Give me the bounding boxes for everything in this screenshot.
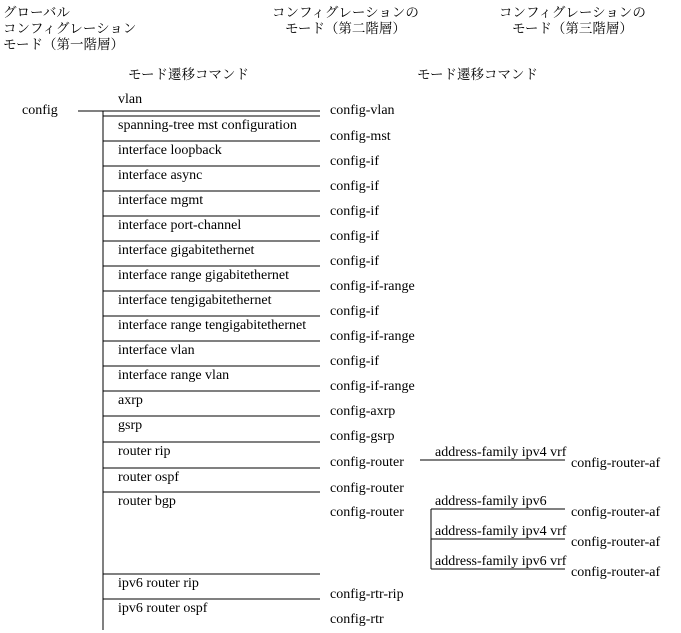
mode-name: config-axrp	[330, 404, 396, 419]
mode-command: interface loopback	[118, 143, 222, 158]
mode-command: interface tengigabitethernet	[118, 293, 272, 308]
sub-mode-command: address-family ipv6	[435, 494, 547, 509]
header-layer3-line2: モード（第三階層）	[511, 21, 633, 37]
mode-command: interface range vlan	[118, 368, 230, 383]
mode-name: config-if-range	[330, 329, 415, 344]
mode-command: axrp	[118, 393, 143, 408]
mode-command: interface gigabitethernet	[118, 243, 255, 258]
header-layer2-line2: モード（第二階層）	[284, 21, 406, 37]
mode-name: config-if-range	[330, 379, 415, 394]
mode-command: spanning-tree mst configuration	[118, 118, 297, 133]
mode-command: gsrp	[118, 418, 143, 433]
header-layer2-line1: コンフィグレーションの	[272, 5, 419, 21]
mode-name: config-if	[330, 254, 379, 269]
mode-name: config-router	[330, 455, 404, 470]
mode-command: vlan	[118, 92, 143, 107]
mode-command: interface range tengigabitethernet	[118, 318, 307, 333]
header-layer1-line3: モード（第一階層）	[3, 37, 124, 53]
mode-command: router ospf	[118, 470, 180, 485]
sub-mode-name: config-router-af	[571, 456, 661, 471]
sub-mode-name: config-router-af	[571, 535, 661, 550]
mode-name: config-vlan	[330, 103, 395, 118]
header-layer3-line1: コンフィグレーションの	[499, 5, 646, 21]
mode-name: config-if	[330, 229, 379, 244]
mode-name: config-rtr-rip	[330, 587, 404, 602]
mode-command: ipv6 router rip	[118, 576, 199, 591]
mode-command: ipv6 router ospf	[118, 601, 208, 616]
mode-command: router rip	[118, 444, 171, 459]
header-transition1: モード遷移コマンド	[128, 67, 249, 83]
header-transition2: モード遷移コマンド	[417, 67, 538, 83]
mode-command: interface vlan	[118, 343, 195, 358]
mode-command: interface port-channel	[118, 218, 242, 233]
mode-command: router bgp	[118, 494, 176, 509]
mode-name: config-if	[330, 354, 379, 369]
mode-command: interface mgmt	[118, 193, 204, 208]
mode-name: config-if	[330, 179, 379, 194]
mode-name: config-gsrp	[330, 429, 395, 444]
header-layer1-line2: コンフィグレーション	[3, 21, 137, 37]
sub-mode-command: address-family ipv6 vrf	[435, 554, 567, 569]
sub-mode-command: address-family ipv4 vrf	[435, 524, 567, 539]
mode-name: config-if	[330, 304, 379, 319]
mode-name: config-rtr	[330, 612, 384, 627]
mode-command: interface async	[118, 168, 203, 183]
mode-name: config-if	[330, 154, 379, 169]
mode-command: interface range gigabitethernet	[118, 268, 290, 283]
mode-name: config-mst	[330, 129, 391, 144]
mode-name: config-if-range	[330, 279, 415, 294]
mode-name: config-router	[330, 505, 404, 520]
sub-mode-name: config-router-af	[571, 505, 661, 520]
mode-name: config-router	[330, 481, 404, 496]
sub-mode-command: address-family ipv4 vrf	[435, 445, 567, 460]
header-layer1-line1: グローバル	[3, 5, 70, 21]
root-mode: config	[22, 103, 58, 118]
mode-name: config-if	[330, 204, 379, 219]
sub-mode-name: config-router-af	[571, 565, 661, 580]
